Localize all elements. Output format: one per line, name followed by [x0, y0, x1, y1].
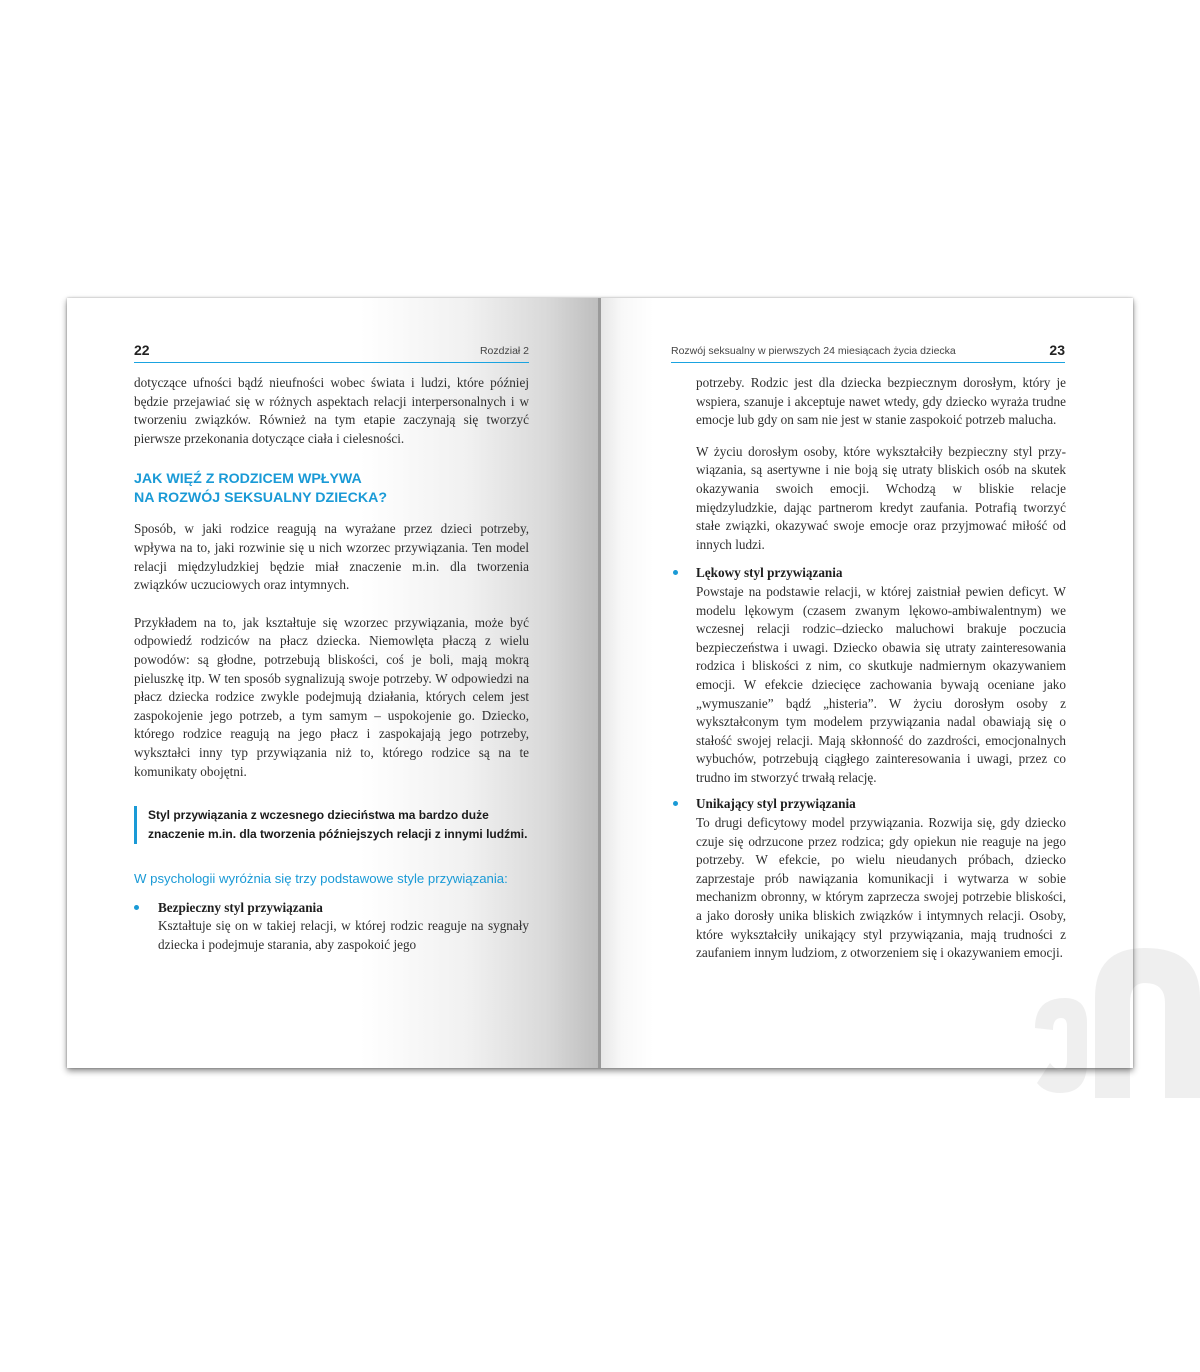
page-number-left: 22 — [134, 342, 150, 358]
section-heading-line-1: JAK WIĘŹ Z RODZICEM WPŁYWA — [134, 471, 362, 488]
bullet-dot-icon — [673, 801, 678, 806]
adult-secure-paragraph: W życiu dorosłym osoby, które wykształciły bezpieczny styl przywiązania, są asertywne i nie boją się utraty bliskich osób na skutek okazywania swoich emocji. Wchodzą w bliskie relacje międzyludzkie, dając partnerom kredyt zaufania. Potrafią tworzyć stałe związki, okazywać swoje emocje oraz przyjmować miłość od innych ludzi. — [696, 443, 1066, 552]
styles-intro: W psychologii wyróżnia się trzy podstawowe style przywiązania: — [134, 871, 508, 887]
bullet-dot-icon — [134, 905, 139, 910]
left-page-body — [134, 374, 529, 954]
bullet-secure-style — [134, 899, 529, 955]
book-spread — [67, 298, 1133, 1068]
page-number-right: 23 — [1049, 342, 1065, 358]
callout-box — [134, 806, 529, 844]
body-paragraph-2: Przykładem na to, jak kształtuje się wzorzec przywiązania, może być odpowiedź rodziców na płacz dziecka. Niemowlęta płaczą z wielu powodów: są głodne, potrzebują bliskości, coś je boli, mają mokrą pieluszkę itp. W ten sposób sygnalizują swoje potrzeby. W odpowiedzi na płacz dziecka rodzice zwykle podejmują działania, których celem jest zaspokojenie jego potrzeb, a tym samym – uspokojenie go. Dziecko, którego rodzice reagują na jego płacz i zaspokajają jego potrzeby, wykształci inny typ przywiązania niż to, którego rodzice są na te komunikaty obojętni. — [134, 614, 529, 779]
right-page-header — [671, 342, 1065, 360]
book-running-header: Rozwój seksualny w pierwszych 24 miesiącach życia dziecka — [671, 345, 956, 357]
continuation-paragraph: potrzeby. Rodzic jest dla dziecka bezpiecznym dorosłym, który je wspiera, szanuje i akceptuje nawet wtedy, gdy dziecko wyraża trudne emocje lub gdy on sam nie jest w stanie zaspokoić potrzeb malucha. — [696, 375, 1066, 428]
callout-text: Styl przywiązania z wczesnego dzieciństwa ma bardzo duże znaczenie m.in. dla tworzenia późniejszych relacji z innymi ludźmi. — [148, 808, 528, 842]
bullet-text: Kształtuje się on w takiej relacji, w której rodzic reaguje na sygnały dziecka i podejmuje starania, aby zaspokoić jego — [158, 918, 529, 952]
bullet-title: Bezpieczny styl przywiązania — [158, 899, 323, 915]
section-heading-line-2: NA ROZWÓJ SEKSUALNY DZIECKA? — [134, 490, 388, 507]
book-gutter — [598, 298, 601, 1068]
left-page — [67, 298, 600, 1068]
bullet-dot-icon — [673, 570, 678, 575]
callout-accent-bar — [134, 806, 137, 844]
right-page-body — [696, 374, 1066, 963]
bullet-title: Lękowy styl przywiązania — [696, 565, 843, 581]
body-paragraph-1: Sposób, w jaki rodzice reagują na wyrażane przez dzieci potrzeby, wpływa na to, jaki rozwinie się u nich wzorzec przywiązania. Ten model relacji międzyludzkiej będzie miał znaczenie m.in. dla tworzenia związków uczuciowych oraz intymnych. — [134, 521, 529, 593]
publisher-logo-watermark — [1025, 938, 1200, 1100]
chapter-running-header: Rozdział 2 — [479, 345, 529, 357]
header-rule — [134, 362, 529, 363]
left-page-header — [134, 342, 529, 360]
bullet-title: Unikający styl przywiązania — [696, 796, 856, 812]
intro-paragraph: dotyczące ufności bądź nieufności wobec świata i ludzi, które później będzie przejawiać się w różnych aspektach relacji interpersonalnych i w tworzeniu związków. Również na tym etapie zaczynają się tworzyć pierwsze przekonania dotyczące ciała i cielesności. — [134, 375, 529, 446]
bullet-anxious-style — [696, 564, 1066, 787]
header-rule — [671, 362, 1065, 363]
bullet-text: Powstaje na podstawie relacji, w której zaistniał pewien deficyt. W modelu lękowym (czasem zwanym lękowo-ambiwalentnym) we wczesnej relacji rodzic–dziecko maluchowi brakuje poczucia bezpieczeństwa i uwagi. Dziecko obawia się utraty zainteresowania rodzica i bliskości z nim, co skutkuje nadmiernym okazywaniem emocji. W efekcie dziecięce zachowania bywają oceniane jako „wymuszanie” bądź „histeria”. W życiu dorosłym osoby z wykształconym tym modelem przywiązania nadal obawiają się o stałość swojej relacji. Mają skłonność do zazdrości, emocjonalnych wybuchów, potrzebują ciągłego zainteresowania i uwagi, przez co trudno im stworzyć trwałą relację. — [696, 583, 1066, 785]
section-heading — [134, 470, 529, 508]
bullet-text: To drugi deficytowy model przywiązania. Rozwija się, gdy dziecko czuje się odrzucone przez rodzica; gdy opiekun nie reaguje na jego potrzeby. W efekcie, po wielu nieudanych próbach, dziecko zaprzestaje prób nawiązania komunikacji i wytwarza w sobie mechanizm obronny, w którym zaprzecza swojej potrzebie bliskości, a jako dorosły unika bliskich związków i intymnych relacji. Osoby, które wykształciły unikający styl przywiązania, mają trudności z zaufaniem innym ludziom, z otworzeniem się i okazywaniem emocji. — [696, 815, 1066, 961]
bullet-avoidant-style — [696, 795, 1066, 962]
